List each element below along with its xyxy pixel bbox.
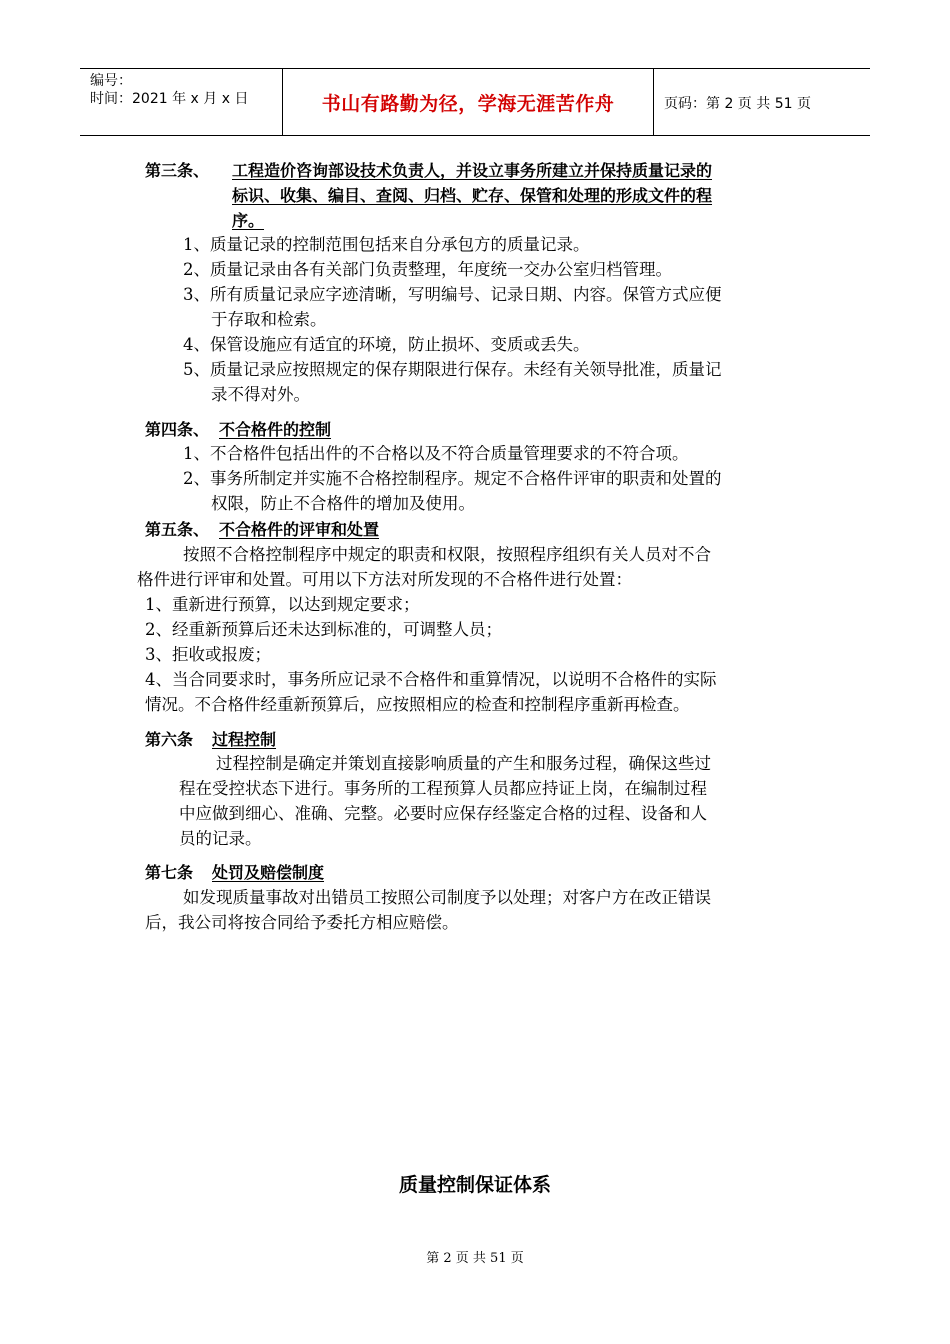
art7-line: 后，我公司将按合同给予委托方相应赔偿。 (145, 913, 459, 932)
art4-item: 1、不合格件包括出件的不合格以及不符合质量管理要求的不符合项。 (183, 444, 689, 463)
art5-line: 3、拒收或报废； (145, 645, 271, 664)
art3-item: 5、质量记录应按照规定的保存期限进行保存。未经有关领导批准，质量记 (183, 360, 722, 379)
art3-item-cont: 录不得对外。 (211, 385, 310, 404)
page-footer: 第 2 页 共 51 页 (426, 1251, 524, 1266)
art3-heading: 第三条、 (145, 161, 210, 180)
art6-line: 过程控制是确定并策划直接影响质量的产生和服务过程，确保这些过 (216, 754, 711, 773)
header-meta-cell (80, 69, 282, 135)
page-header (80, 68, 870, 136)
art3-title-line-1: 工程造价咨询部设技术负责人，并设立事务所建立并保持质量记录的 (232, 161, 713, 180)
art6-line: 员的记录。 (179, 829, 262, 848)
art5-heading: 第五条、 (145, 520, 210, 539)
art3-title-line-3: 序。 (232, 211, 265, 230)
art3-title-line-2: 标识、收集、编目、查阅、归档、贮存、保管和处理的形成文件的程 (232, 186, 713, 205)
art5-line: 2、经重新预算后还未达到标准的，可调整人员； (145, 620, 502, 639)
art7-heading: 第七条 (145, 863, 194, 882)
art6-line: 程在受控状态下进行。事务所的工程预算人员都应持证上岗，在编制过程 (179, 779, 707, 798)
art4-title: 不合格件的控制 (219, 420, 332, 439)
art5-line: 4、当合同要求时，事务所应记录不合格件和重算情况，以说明不合格件的实际 (145, 670, 717, 689)
art3-item: 3、所有质量记录应字迹清晰，写明编号、记录日期、内容。保管方式应便 (183, 285, 722, 304)
art3-item: 1、质量记录的控制范围包括来自分承包方的质量记录。 (183, 235, 590, 254)
time-label: 时间：2021 年 x 月 x 日 (90, 91, 249, 107)
art6-heading: 第六条 (145, 730, 194, 749)
art7-line: 如发现质量事故对出错员工按照公司制度予以处理；对客户方在改正错误 (183, 888, 711, 907)
serial-label: 编号： (90, 73, 132, 89)
art4-item: 2、事务所制定并实施不合格控制程序。规定不合格件评审的职责和处置的 (183, 469, 722, 488)
section-title: 质量控制保证体系 (398, 1174, 551, 1196)
art6-title: 过程控制 (212, 730, 277, 749)
art4-heading: 第四条、 (145, 420, 210, 439)
header-motto-cell (282, 69, 654, 135)
art5-line: 格件进行评审和处置。可用以下方法对所发现的不合格件进行处置： (137, 570, 632, 589)
art6-line: 中应做到细心、准确、完整。必要时应保存经鉴定合格的过程、设备和人 (179, 804, 707, 823)
art5-title: 不合格件的评审和处置 (219, 520, 380, 539)
art5-line: 情况。不合格件经重新预算后，应按照相应的检查和控制程序重新再检查。 (145, 695, 690, 714)
motto-text: 书山有路勤为径，学海无涯苦作舟 (321, 92, 615, 115)
art3-item: 2、质量记录由各有关部门负责整理，年度统一交办公室归档管理。 (183, 260, 672, 279)
art5-line: 按照不合格控制程序中规定的职责和权限，按照程序组织有关人员对不合 (183, 545, 711, 564)
art4-item-cont: 权限，防止不合格件的增加及使用。 (211, 494, 475, 513)
art3-item-cont: 于存取和检索。 (211, 310, 327, 329)
art5-line: 1、重新进行预算，以达到规定要求； (145, 595, 420, 614)
page-info: 页码：第 2 页 共 51 页 (664, 96, 811, 112)
art3-item: 4、保管设施应有适宜的环境，防止损坏、变质或丢失。 (183, 335, 590, 354)
art7-title: 处罚及赔偿制度 (212, 863, 325, 882)
